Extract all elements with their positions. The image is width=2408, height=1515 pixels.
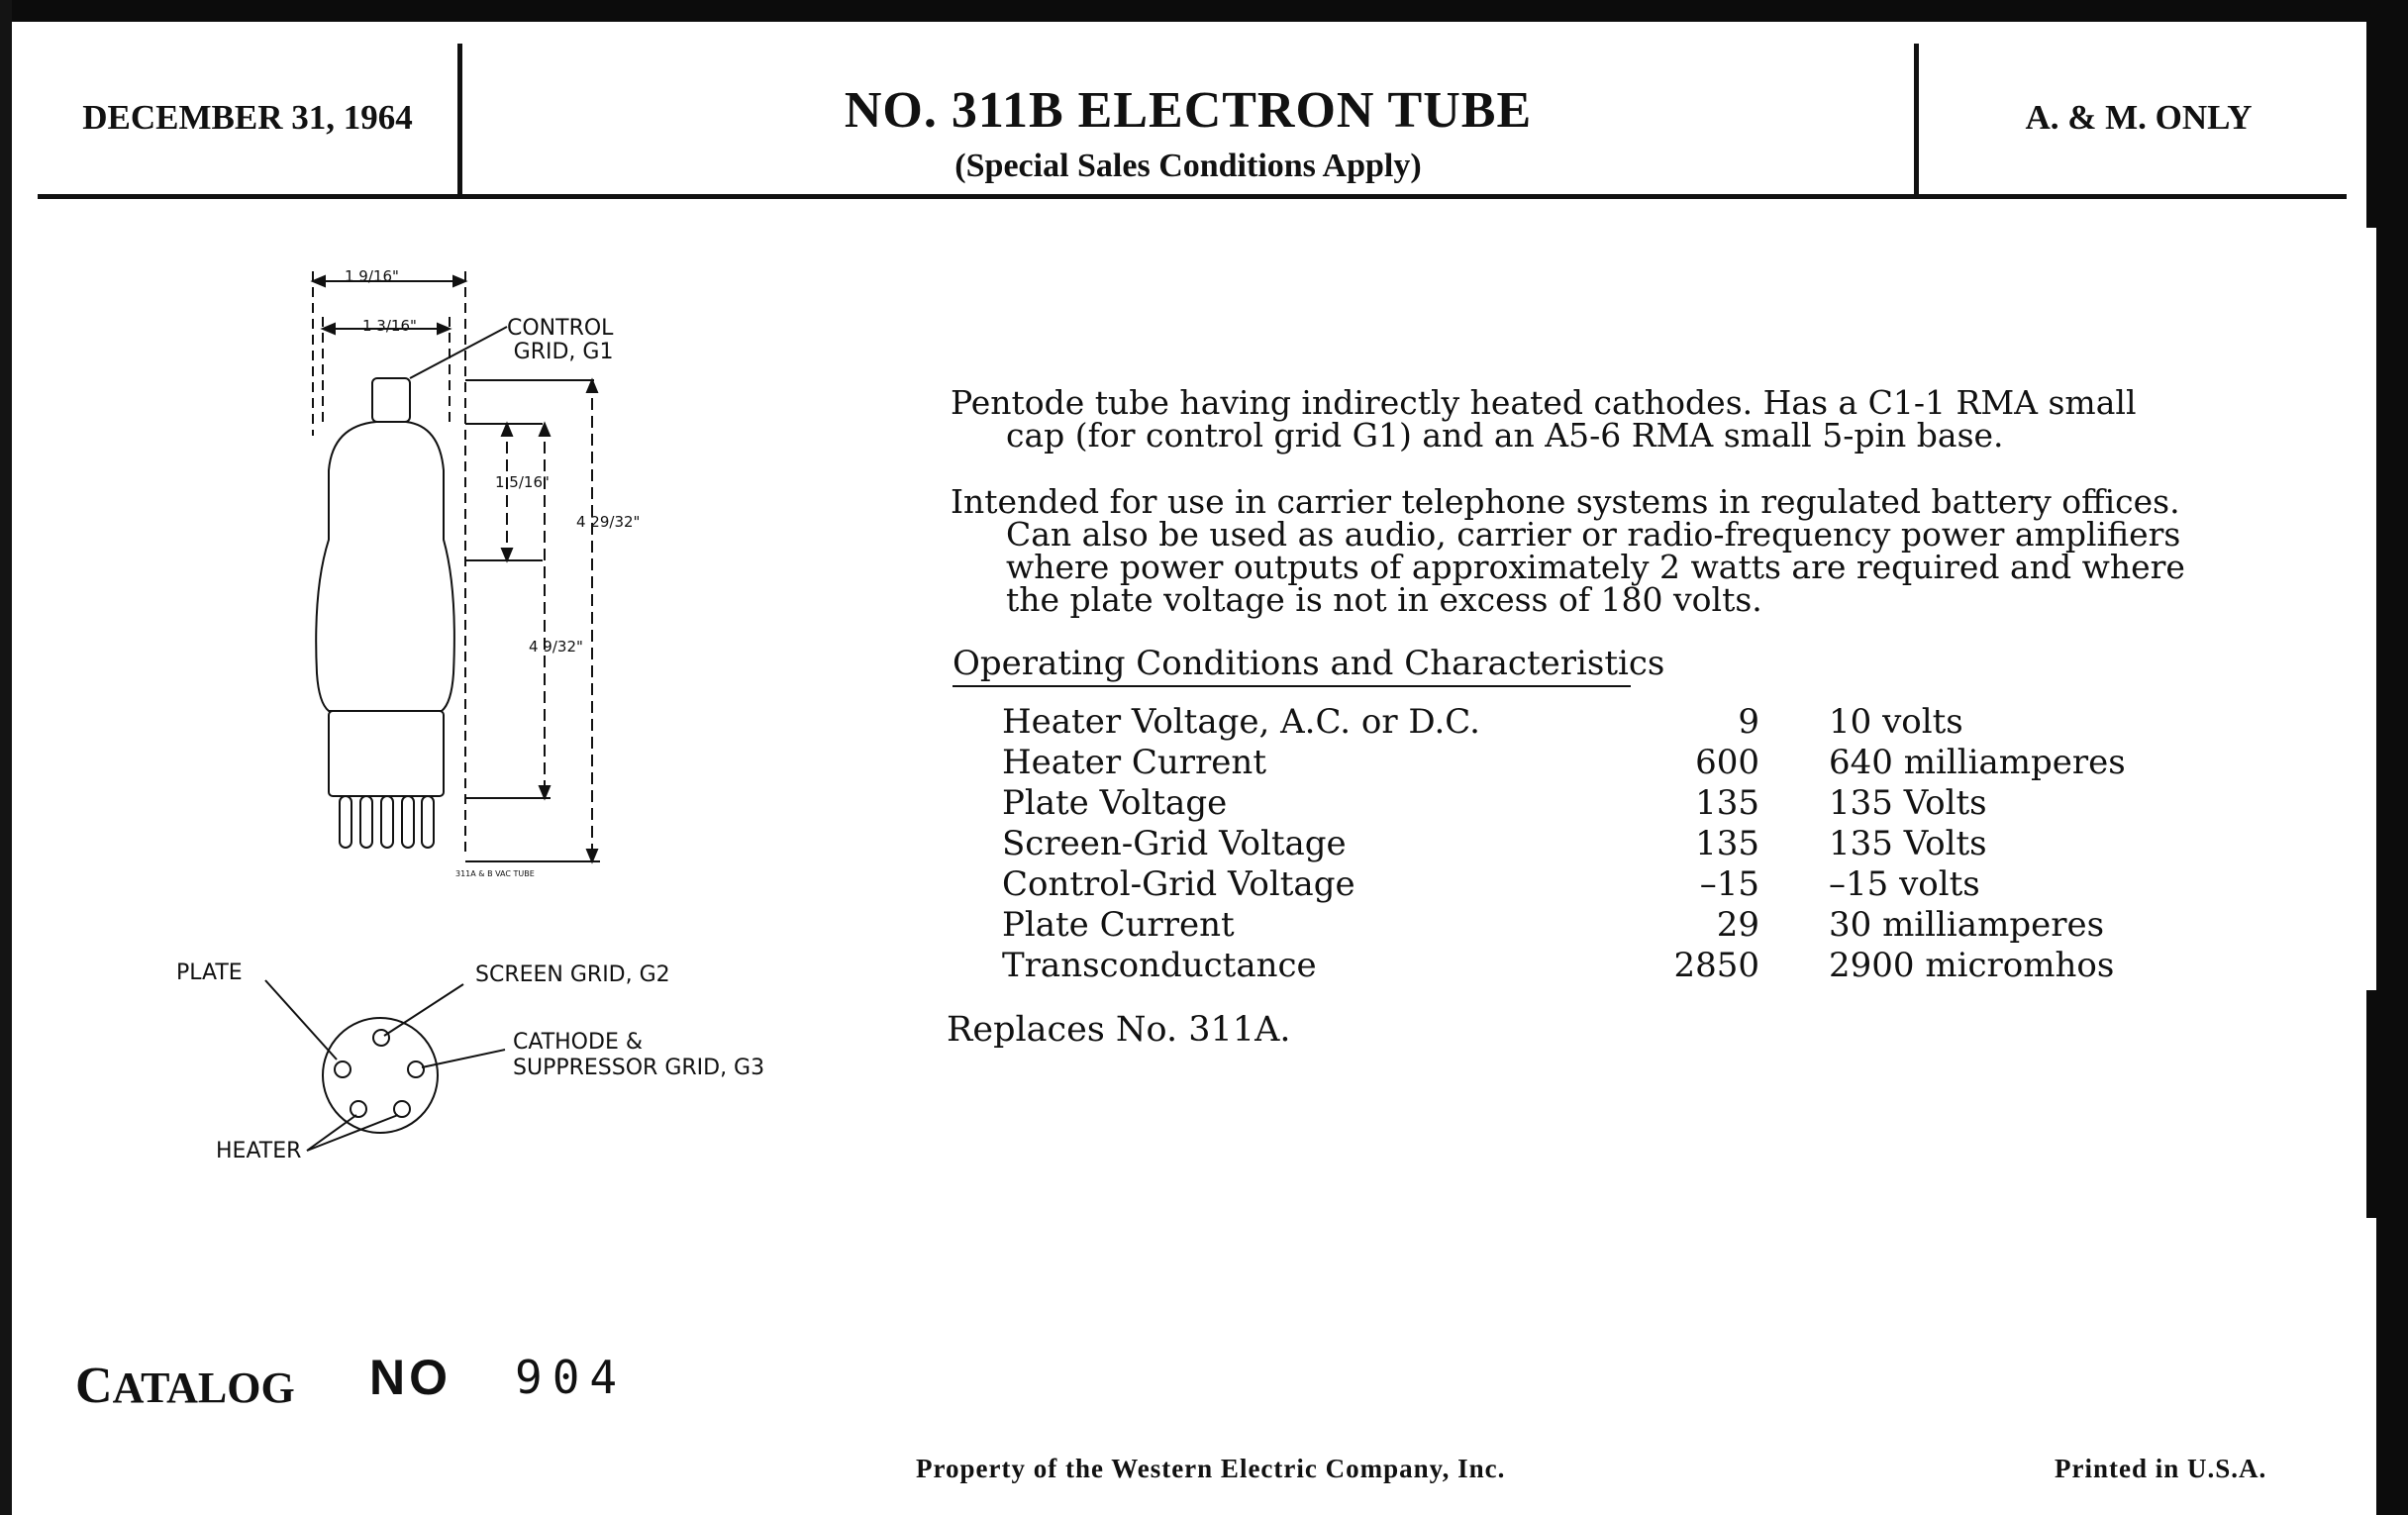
spec-label: Plate Voltage	[1002, 782, 1228, 823]
control-grid-label: CONTROL GRID, G1	[507, 316, 614, 364]
header-rule	[38, 194, 2347, 199]
description	[951, 383, 2188, 619]
catalog-label: CATALOG	[75, 1358, 295, 1414]
page-title: NO. 311B ELECTRON TUBE	[844, 82, 1533, 139]
catalog-no-label: NO	[369, 1350, 452, 1405]
spec-label: Transconductance	[1002, 945, 1317, 985]
heater-pin-label: HEATER	[216, 1139, 302, 1163]
spec-row	[1002, 863, 2126, 904]
description-para-1: Pentode tube having indirectly heated cathodes. Has a C1-1 RMA small cap (for control grid G1) and an A5-6 RMA small 5-pin base.	[951, 383, 2137, 454]
spec-row	[1002, 904, 2126, 945]
screen-grid-pin-label: SCREEN GRID, G2	[475, 962, 670, 987]
spec-row	[1002, 701, 2126, 742]
spec-value-max: –15 volts	[1829, 863, 1980, 904]
spec-value-max: 135 Volts	[1829, 782, 1987, 823]
spec-value-max: 10 volts	[1829, 701, 1963, 742]
spec-value-max: 640 milliamperes	[1829, 742, 2126, 782]
dim-shoulder-height: 1 5/16"	[495, 473, 550, 491]
spec-value-max: 30 milliamperes	[1829, 904, 2105, 945]
spec-row	[1002, 742, 2126, 782]
spec-gap	[1759, 904, 1829, 945]
spec-label: Plate Current	[1002, 904, 1235, 945]
drawing-caption: 311A & B VAC TUBE	[455, 869, 535, 878]
spec-row	[1002, 945, 2126, 985]
scan-border-top	[0, 0, 2408, 22]
specs-table	[1002, 701, 2126, 985]
spec-value-min: –15	[1699, 863, 1759, 904]
header-divider-left	[457, 44, 462, 194]
dim-overall-width: 1 9/16"	[345, 267, 399, 285]
spec-row	[1002, 782, 2126, 823]
spec-value-min: 600	[1695, 742, 1759, 782]
cathode-pin-label: CATHODE & SUPPRESSOR GRID, G3	[513, 1030, 765, 1080]
spec-gap	[1759, 823, 1829, 863]
description-para-2: Intended for use in carrier telephone systems in regulated battery offices. Can also be used as audio, carrier or radio-frequency power amplifiers where power outputs of approximately 2 watts are required and where the plate voltage is not in excess of 180 volts.	[951, 482, 2185, 619]
spec-value-min: 135	[1695, 823, 1759, 863]
spec-value-max: 135 Volts	[1829, 823, 1987, 863]
catalog-number: 904	[515, 1351, 628, 1404]
dim-overall-height: 4 29/32"	[576, 513, 641, 531]
specs-heading: Operating Conditions and Characteristics	[953, 644, 1665, 683]
spec-value-min: 29	[1716, 904, 1759, 945]
spec-gap	[1759, 742, 1829, 782]
distribution-label: A. & M. ONLY	[2025, 98, 2253, 137]
dim-body-width: 1 3/16"	[362, 317, 417, 335]
specs-heading-rule	[953, 685, 1631, 687]
date-label: DECEMBER 31, 1964	[82, 98, 413, 137]
spec-label: Control-Grid Voltage	[1002, 863, 1355, 904]
footer-printed: Printed in U.S.A.	[2055, 1454, 2267, 1483]
header-title-block	[465, 44, 1911, 192]
tube-outline-drawing	[277, 257, 693, 891]
spec-label: Heater Voltage, A.C. or D.C.	[1002, 701, 1480, 742]
spec-gap	[1759, 863, 1829, 904]
spec-value-min: 135	[1695, 782, 1759, 823]
spec-value-max: 2900 micromhos	[1829, 945, 2115, 985]
scan-border-right	[2376, 0, 2408, 1515]
scan-border-left	[0, 0, 12, 1515]
dim-seated-height: 4 9/32"	[529, 638, 583, 656]
spec-value-min: 2850	[1673, 945, 1759, 985]
replaces-note: Replaces No. 311A.	[947, 1010, 1291, 1050]
spec-gap	[1759, 701, 1829, 742]
spec-gap	[1759, 945, 1829, 985]
spec-label: Heater Current	[1002, 742, 1266, 782]
spec-label: Screen-Grid Voltage	[1002, 823, 1347, 863]
spec-value-min: 9	[1738, 701, 1759, 742]
page-subtitle: (Special Sales Conditions Apply)	[954, 148, 1422, 184]
spec-row	[1002, 823, 2126, 863]
plate-pin-label: PLATE	[176, 960, 243, 985]
spec-gap	[1759, 782, 1829, 823]
footer-property: Property of the Western Electric Company, Inc.	[916, 1454, 1506, 1483]
header-divider-right	[1914, 44, 1919, 194]
